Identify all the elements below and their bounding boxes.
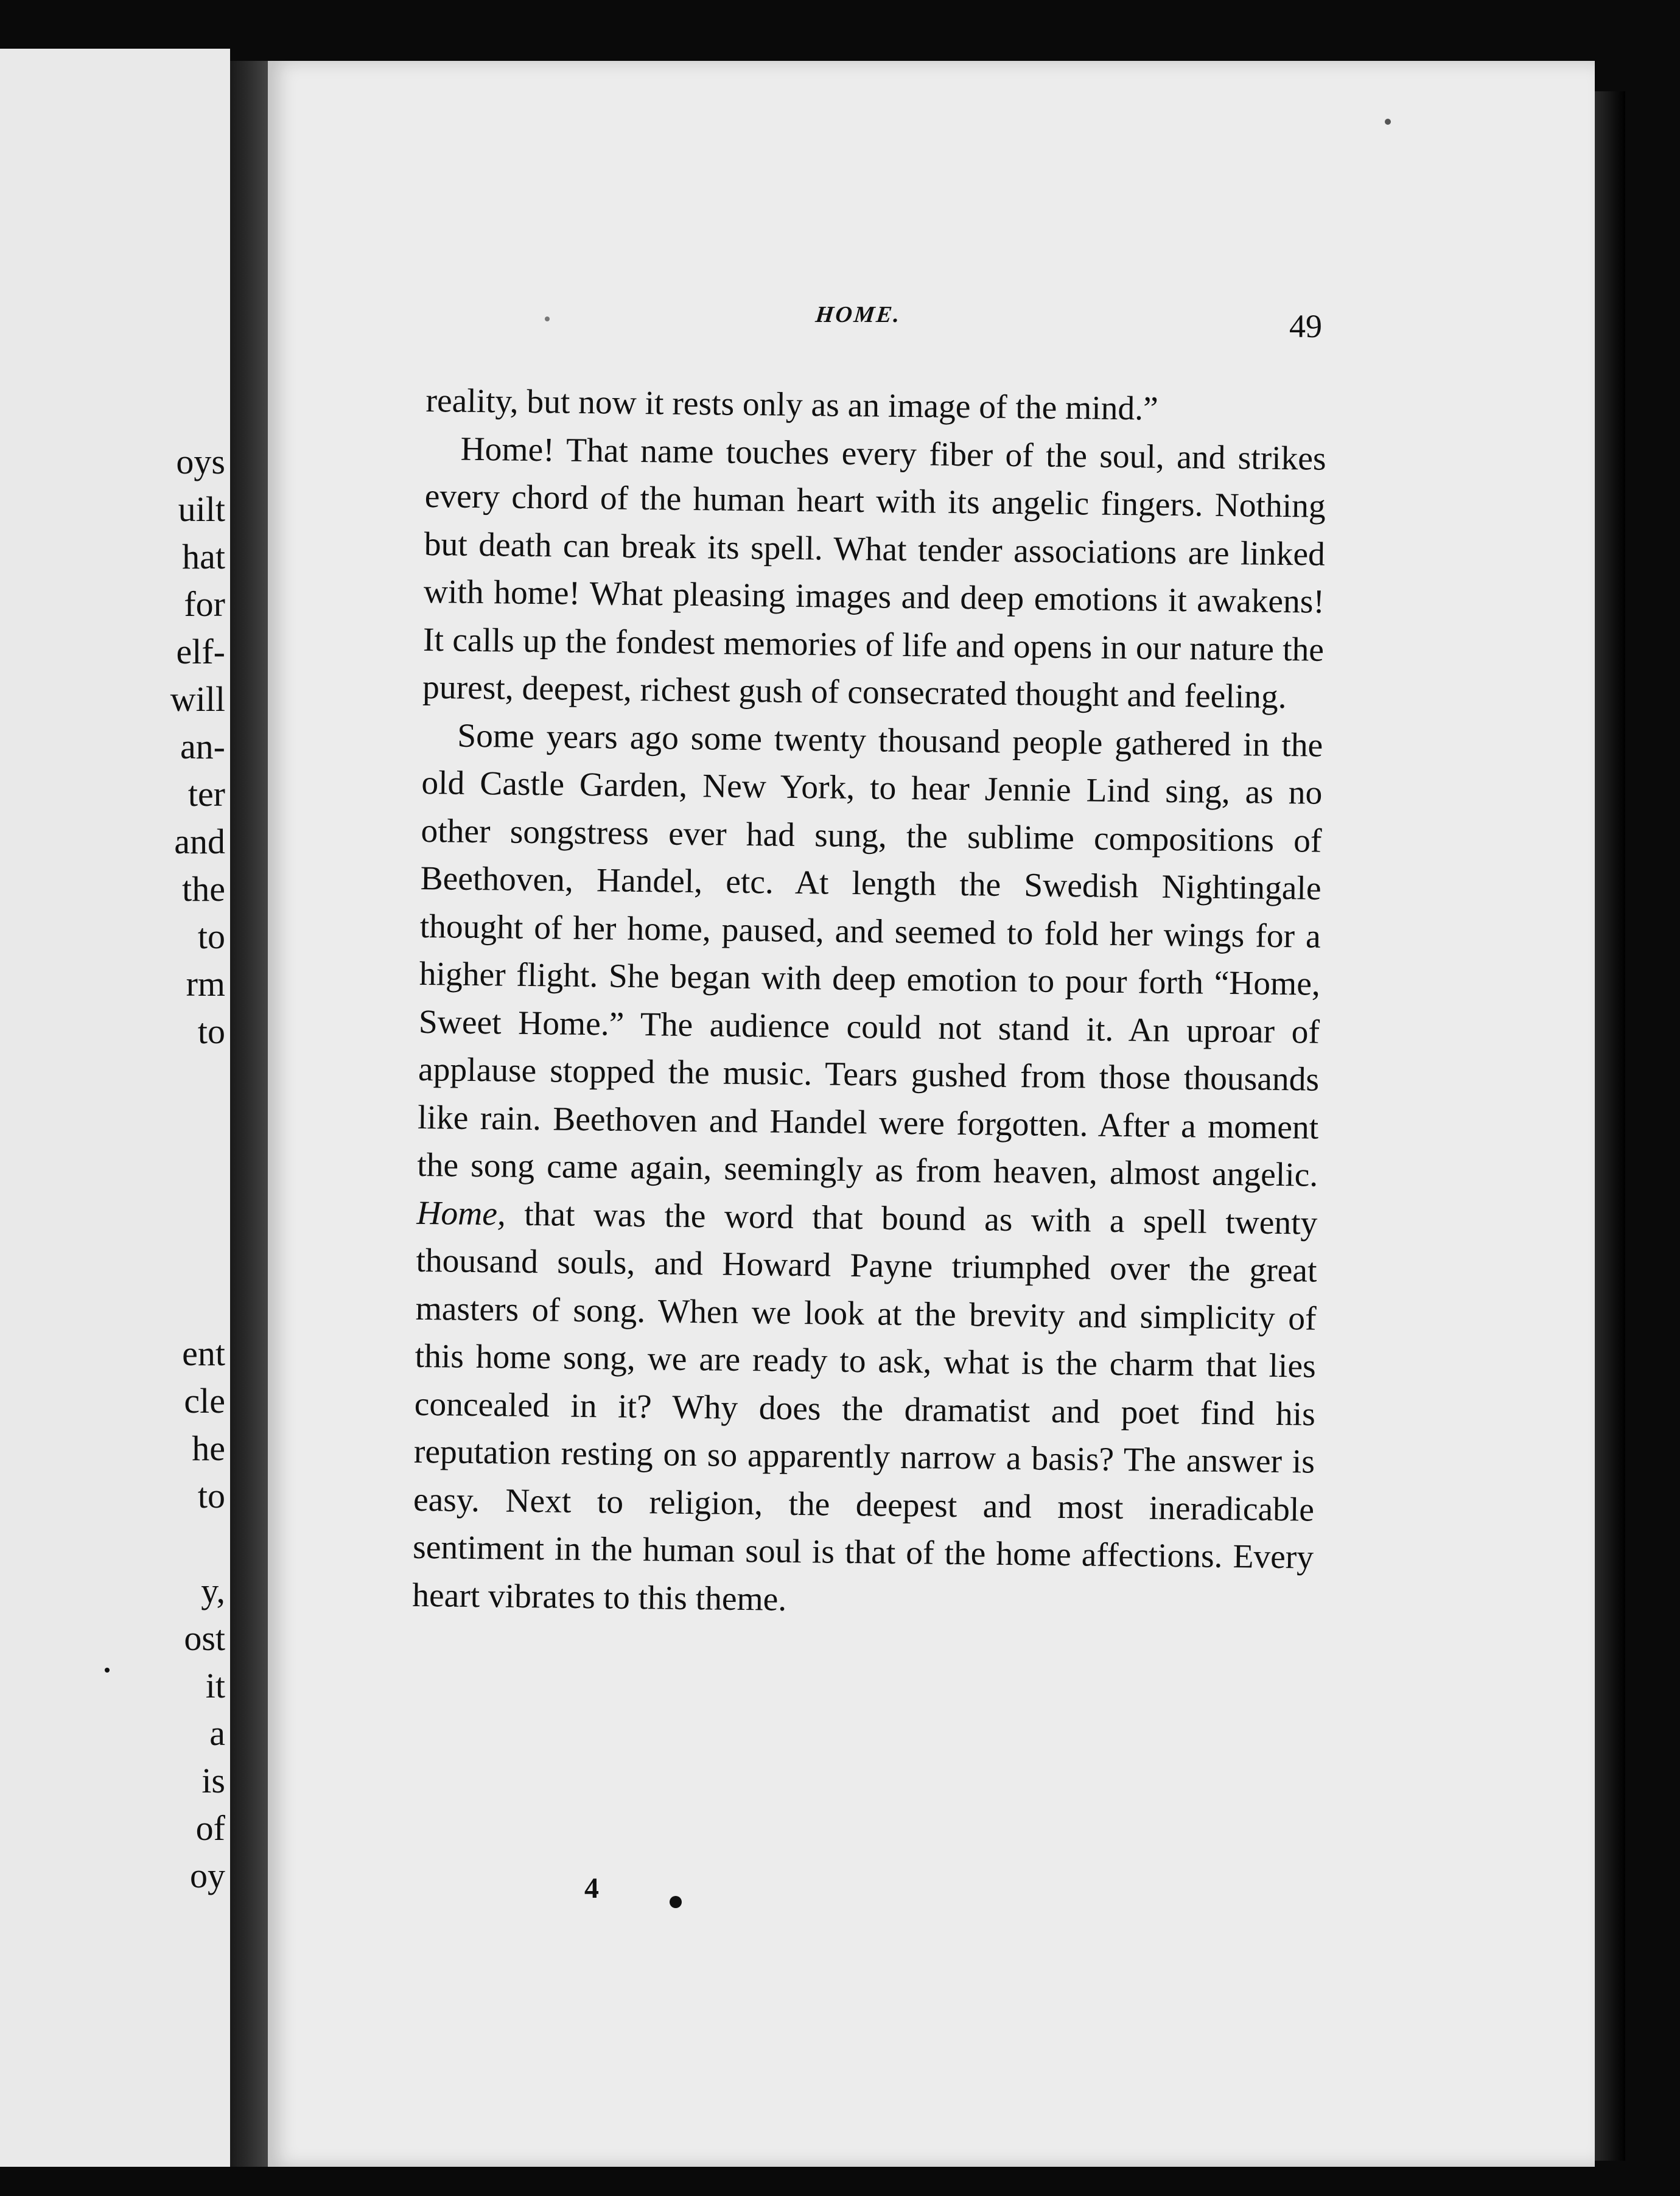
- line-fragment: y,: [201, 1571, 225, 1610]
- line-fragment: and: [174, 822, 225, 861]
- paragraph-text: Some years ago some twenty thousand people gathered in the old Castle Garden, New York, to hear Jennie Lind sing, as no other songstress ever had sung, the sublime compositions of Beethoven, Handel, etc. At length the Swedish Nightingale thought of her home, paused, and seemed to fold her wings for a higher flight. She began with deep emotion to pour forth “Home, Sweet Home.” The audience could not stand it. An uproar of applause stopped the music. Tears gushed from those thousands like rain. Beethoven and Handel were forgotten. After a moment the song came again, seemingly as from heaven, almost angelic.: [416, 717, 1323, 1194]
- line-fragment: oy: [190, 1856, 225, 1895]
- running-head: HOME.: [814, 302, 903, 327]
- line-fragment: uilt: [178, 489, 225, 529]
- previous-page: [0, 49, 230, 2167]
- paragraph-continued: reality, but now it rests only as an image of the mind.”: [425, 382, 1159, 428]
- line-fragment: rm: [186, 964, 225, 1004]
- line-fragment: hat: [182, 537, 225, 576]
- scan-speck: [1385, 119, 1391, 125]
- line-fragment: of: [195, 1808, 225, 1848]
- line-fragment: to: [197, 1012, 225, 1051]
- line-fragment: to: [197, 1476, 225, 1516]
- body-text: [412, 377, 1327, 1630]
- paragraph: [412, 712, 1323, 1629]
- line-fragment: for: [184, 584, 225, 624]
- book-gutter-shadow: [230, 61, 273, 2167]
- scan-speck: [670, 1896, 682, 1908]
- line-fragment: to: [197, 917, 225, 956]
- scan-speck: [105, 1668, 110, 1673]
- line-fragment: will: [170, 679, 225, 719]
- line-fragment: oys: [176, 442, 225, 481]
- signature-mark: 4: [584, 1872, 599, 1904]
- emphasized-word: Home,: [416, 1194, 506, 1233]
- line-fragment: ter: [187, 774, 225, 814]
- line-fragment: an-: [180, 727, 225, 766]
- paragraph: Home! That name touches every fiber of the soul, and strikes every chord of the human heart with its angelic fingers. Nothing but death can break its spell. What tender associations are linked with home! What pleasing images and deep emotions it awakens! It calls up the fondest memories of life and opens in our nature the purest, deepest, richest gush of consecrated thought and feeling.: [422, 430, 1326, 716]
- line-fragment: is: [201, 1761, 225, 1800]
- line-fragment: the: [182, 869, 225, 909]
- line-fragment: a: [209, 1713, 225, 1753]
- line-fragment: cle: [184, 1381, 225, 1421]
- line-fragment: ost: [184, 1618, 225, 1658]
- scan-speck: [545, 316, 550, 321]
- line-fragment: it: [205, 1666, 225, 1705]
- line-fragment: he: [192, 1428, 225, 1468]
- page-number: 49: [1289, 308, 1322, 344]
- line-fragment: ent: [182, 1334, 225, 1373]
- page-edge-shadow: [1595, 91, 1625, 2161]
- line-fragment: elf-: [176, 632, 225, 671]
- paragraph-text: that was the word that bound as with a spell twenty thousand souls, and Howard Payne triumphed over the great masters of song. When we look at the brevity and simplicity of this home song, we are ready to ask, what is the charm that lies concealed in it? Why does the dramatist and poet find his reputation resting on so apparently narrow a basis? The answer is easy. Next to religion, the deepest and most ineradicable sentiment in the human soul is that of the home affections. Every heart vibrates to this theme.: [411, 1195, 1318, 1618]
